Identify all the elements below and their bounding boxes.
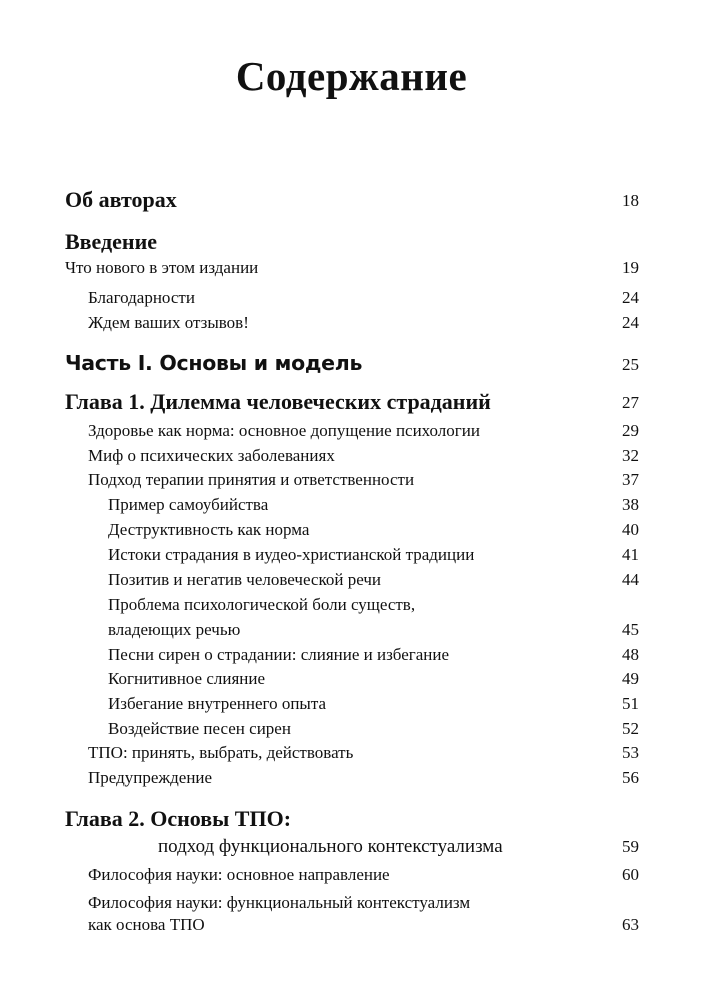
toc-entry-title: Избегание внутреннего опыта [108,694,327,713]
toc-page-number: 48 [622,645,639,664]
toc-entry-title: Введение [65,229,158,254]
toc-page-number: 59 [622,837,639,856]
toc-entry-title: Позитив и негатив человеческой речи [108,570,381,589]
toc-entry-title: владеющих речью [108,620,241,639]
toc-entry-title: Здоровье как норма: основное допущение психологии [88,421,480,440]
toc-page-number: 44 [622,570,639,589]
toc-entry-title: Часть I. Основы и модель [65,351,363,375]
toc-page-number: 24 [622,288,639,307]
toc-page-number: 25 [622,355,639,374]
toc-page-number: 24 [622,313,639,332]
toc-entry-title: как основа ТПО [88,915,205,934]
toc-page-number: 18 [622,191,639,210]
toc-entry-title: Предупреждение [88,768,213,787]
toc-entry-title: Когнитивное слияние [108,669,266,688]
toc-entry-title: Подход терапии принятия и ответственности [88,470,415,489]
toc-entry-title: Деструктивность как норма [108,520,310,539]
toc-entry-title: Философия науки: основное направление [88,865,390,884]
toc-entry-title: подход функционального контекстуализма [158,836,503,857]
toc-page-number: 45 [622,620,639,639]
toc-entry-title: Пример самоубийства [108,495,269,514]
toc-page-number: 29 [622,421,639,440]
toc-entry-title: Проблема психологической боли существ, [108,595,416,614]
toc-entry-title: ТПО: принять, выбрать, действовать [88,743,354,762]
toc-entry-title: Глава 1. Дилемма человеческих страданий [65,389,491,414]
toc-entry-title: Глава 2. Основы ТПО: [65,806,292,831]
toc-page-number: 41 [622,545,639,564]
toc-page-number: 51 [622,694,639,713]
toc-page-number: 53 [622,743,639,762]
toc-entry-title: Философия науки: функциональный контекстуализм [88,893,471,912]
toc-entry-title: Истоки страдания в иудео-христианской традиции [108,545,475,564]
toc-page-number: 32 [622,446,639,465]
toc-page-number: 60 [622,865,639,884]
toc-page-number: 52 [622,719,639,738]
toc-entry-title: Воздействие песен сирен [108,719,291,738]
page-title: Содержание [235,53,468,99]
toc-entry-title: Миф о психических заболеваниях [88,446,335,465]
toc-entry-title: Об авторах [65,187,177,212]
toc-page-number: 40 [622,520,639,539]
toc-page-number: 27 [622,393,639,412]
toc-entry-title: Благодарности [88,288,195,307]
toc-page-number: 19 [622,258,639,277]
toc-page-number: 38 [622,495,639,514]
toc-entry-title: Что нового в этом издании [65,258,259,277]
toc-entry-title: Ждем ваших отзывов! [88,313,249,332]
toc-page-number: 63 [622,915,639,934]
toc-entry-title: Песни сирен о страдании: слияние и избегание [108,645,450,664]
toc-page-number: 49 [622,669,639,688]
toc-page-number: 56 [622,768,639,787]
toc-page-number: 37 [622,470,639,489]
